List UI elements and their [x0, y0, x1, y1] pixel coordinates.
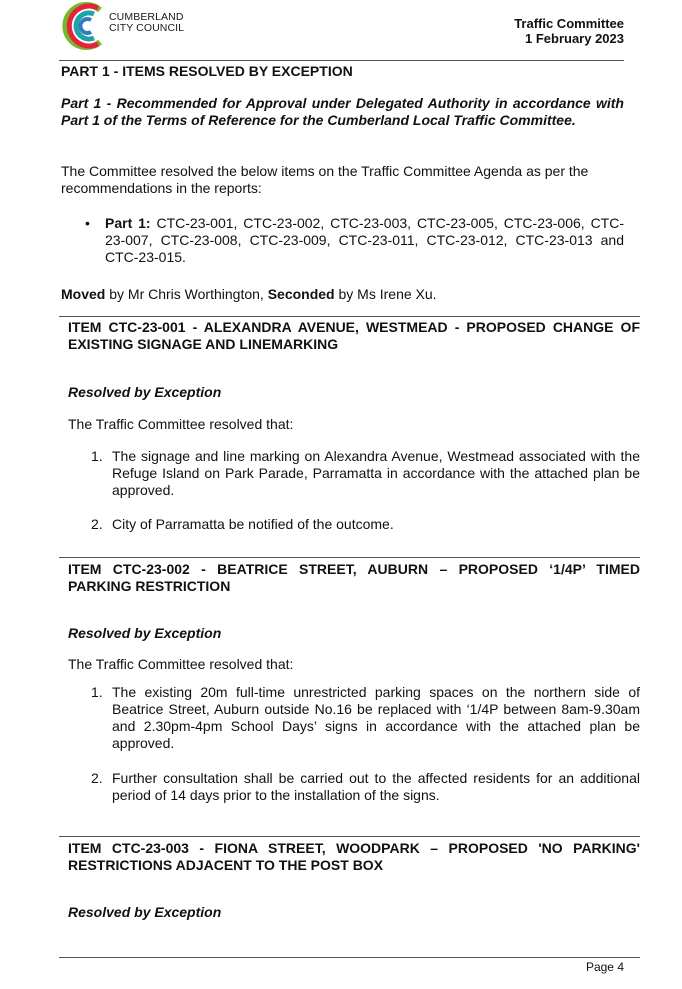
seconded-text: by Ms Irene Xu.	[334, 286, 437, 302]
point-text: City of Parramatta be notified of the outcome.	[112, 516, 394, 532]
point-text: Further consultation shall be carried out to the affected residents for an additional period of 14 days prior to the installation of the signs.	[112, 770, 640, 803]
point-text: The existing 20m full-time unrestricted parking spaces on the northern side of Beatrice Street, Auburn outside No.16 be replaced with ‘1/4P between 8am-9.30am and 2.30pm-4pm School Days’ signs in accordance with the attached plan be approved.	[112, 684, 640, 751]
header-divider	[59, 60, 624, 61]
item-divider	[59, 316, 640, 317]
point-number: 1.	[91, 684, 103, 700]
document-title: Traffic Committee	[514, 16, 624, 31]
bullet-label: Part 1:	[105, 215, 151, 231]
point-text: The signage and line marking on Alexandra Avenue, Westmead associated with the Refuge Island on Park Parade, Parramatta in accordance with the attached plan be approved.	[112, 448, 640, 498]
page-number: Page 4	[585, 960, 624, 974]
item-heading: ITEM CTC-23-002 - BEATRICE STREET, AUBURN – PROPOSED ‘1/4P’ TIMED PARKING RESTRICTION	[68, 561, 640, 594]
item-heading: ITEM CTC-23-003 - FIONA STREET, WOODPARK – PROPOSED 'NO PARKING' RESTRICTIONS ADJACENT TO THE POST BOX	[68, 840, 640, 873]
point-number: 2.	[91, 516, 103, 532]
resolution-intro: The Traffic Committee resolved that:	[68, 416, 294, 432]
point-number: 2.	[91, 770, 103, 786]
resolved-label: Resolved by Exception	[68, 625, 222, 641]
resolved-label: Resolved by Exception	[68, 904, 222, 920]
bullet-marker: •	[85, 215, 90, 231]
part-subheading: Part 1 - Recommended for Approval under Delegated Authority in accordance with Part 1 of the Terms of Reference for the Cumberland Local Traffic Committee.	[61, 95, 624, 128]
moved-label: Moved	[61, 286, 106, 302]
document-date: 1 February 2023	[524, 31, 624, 46]
item-divider	[59, 836, 640, 837]
resolved-label: Resolved by Exception	[68, 384, 222, 400]
council-logo-mark	[60, 0, 108, 52]
item-heading: ITEM CTC-23-001 - ALEXANDRA AVENUE, WESTMEAD - PROPOSED CHANGE OF EXISTING SIGNAGE AND LINEMARKING	[68, 319, 640, 352]
seconded-label: Seconded	[267, 286, 335, 302]
council-name-line2: CITY COUNCIL	[109, 22, 185, 34]
bullet-text: CTC-23-001, CTC-23-002, CTC-23-003, CTC-23-005, CTC-23-006, CTC-23-007, CTC-23-008, CTC-23-009, CTC-23-011, CTC-23-012, CTC-23-013 and CTC-23-015.	[105, 215, 625, 265]
document-meta	[514, 16, 624, 46]
part-intro: The Committee resolved the below items on the Traffic Committee Agenda as per the recommendations in the reports:	[61, 163, 589, 196]
moved-text: by Mr Chris Worthington,	[105, 286, 268, 302]
part-items-list	[105, 215, 624, 266]
council-logo	[60, 0, 190, 52]
council-name-line1: CUMBERLAND	[109, 11, 184, 23]
point-number: 1.	[91, 448, 103, 464]
council-name	[109, 12, 184, 34]
item-divider	[59, 557, 640, 558]
part-heading: PART 1 - ITEMS RESOLVED BY EXCEPTION	[61, 63, 353, 79]
resolution-intro: The Traffic Committee resolved that:	[68, 656, 294, 672]
footer-divider	[59, 957, 640, 958]
moved-seconded	[61, 286, 624, 303]
